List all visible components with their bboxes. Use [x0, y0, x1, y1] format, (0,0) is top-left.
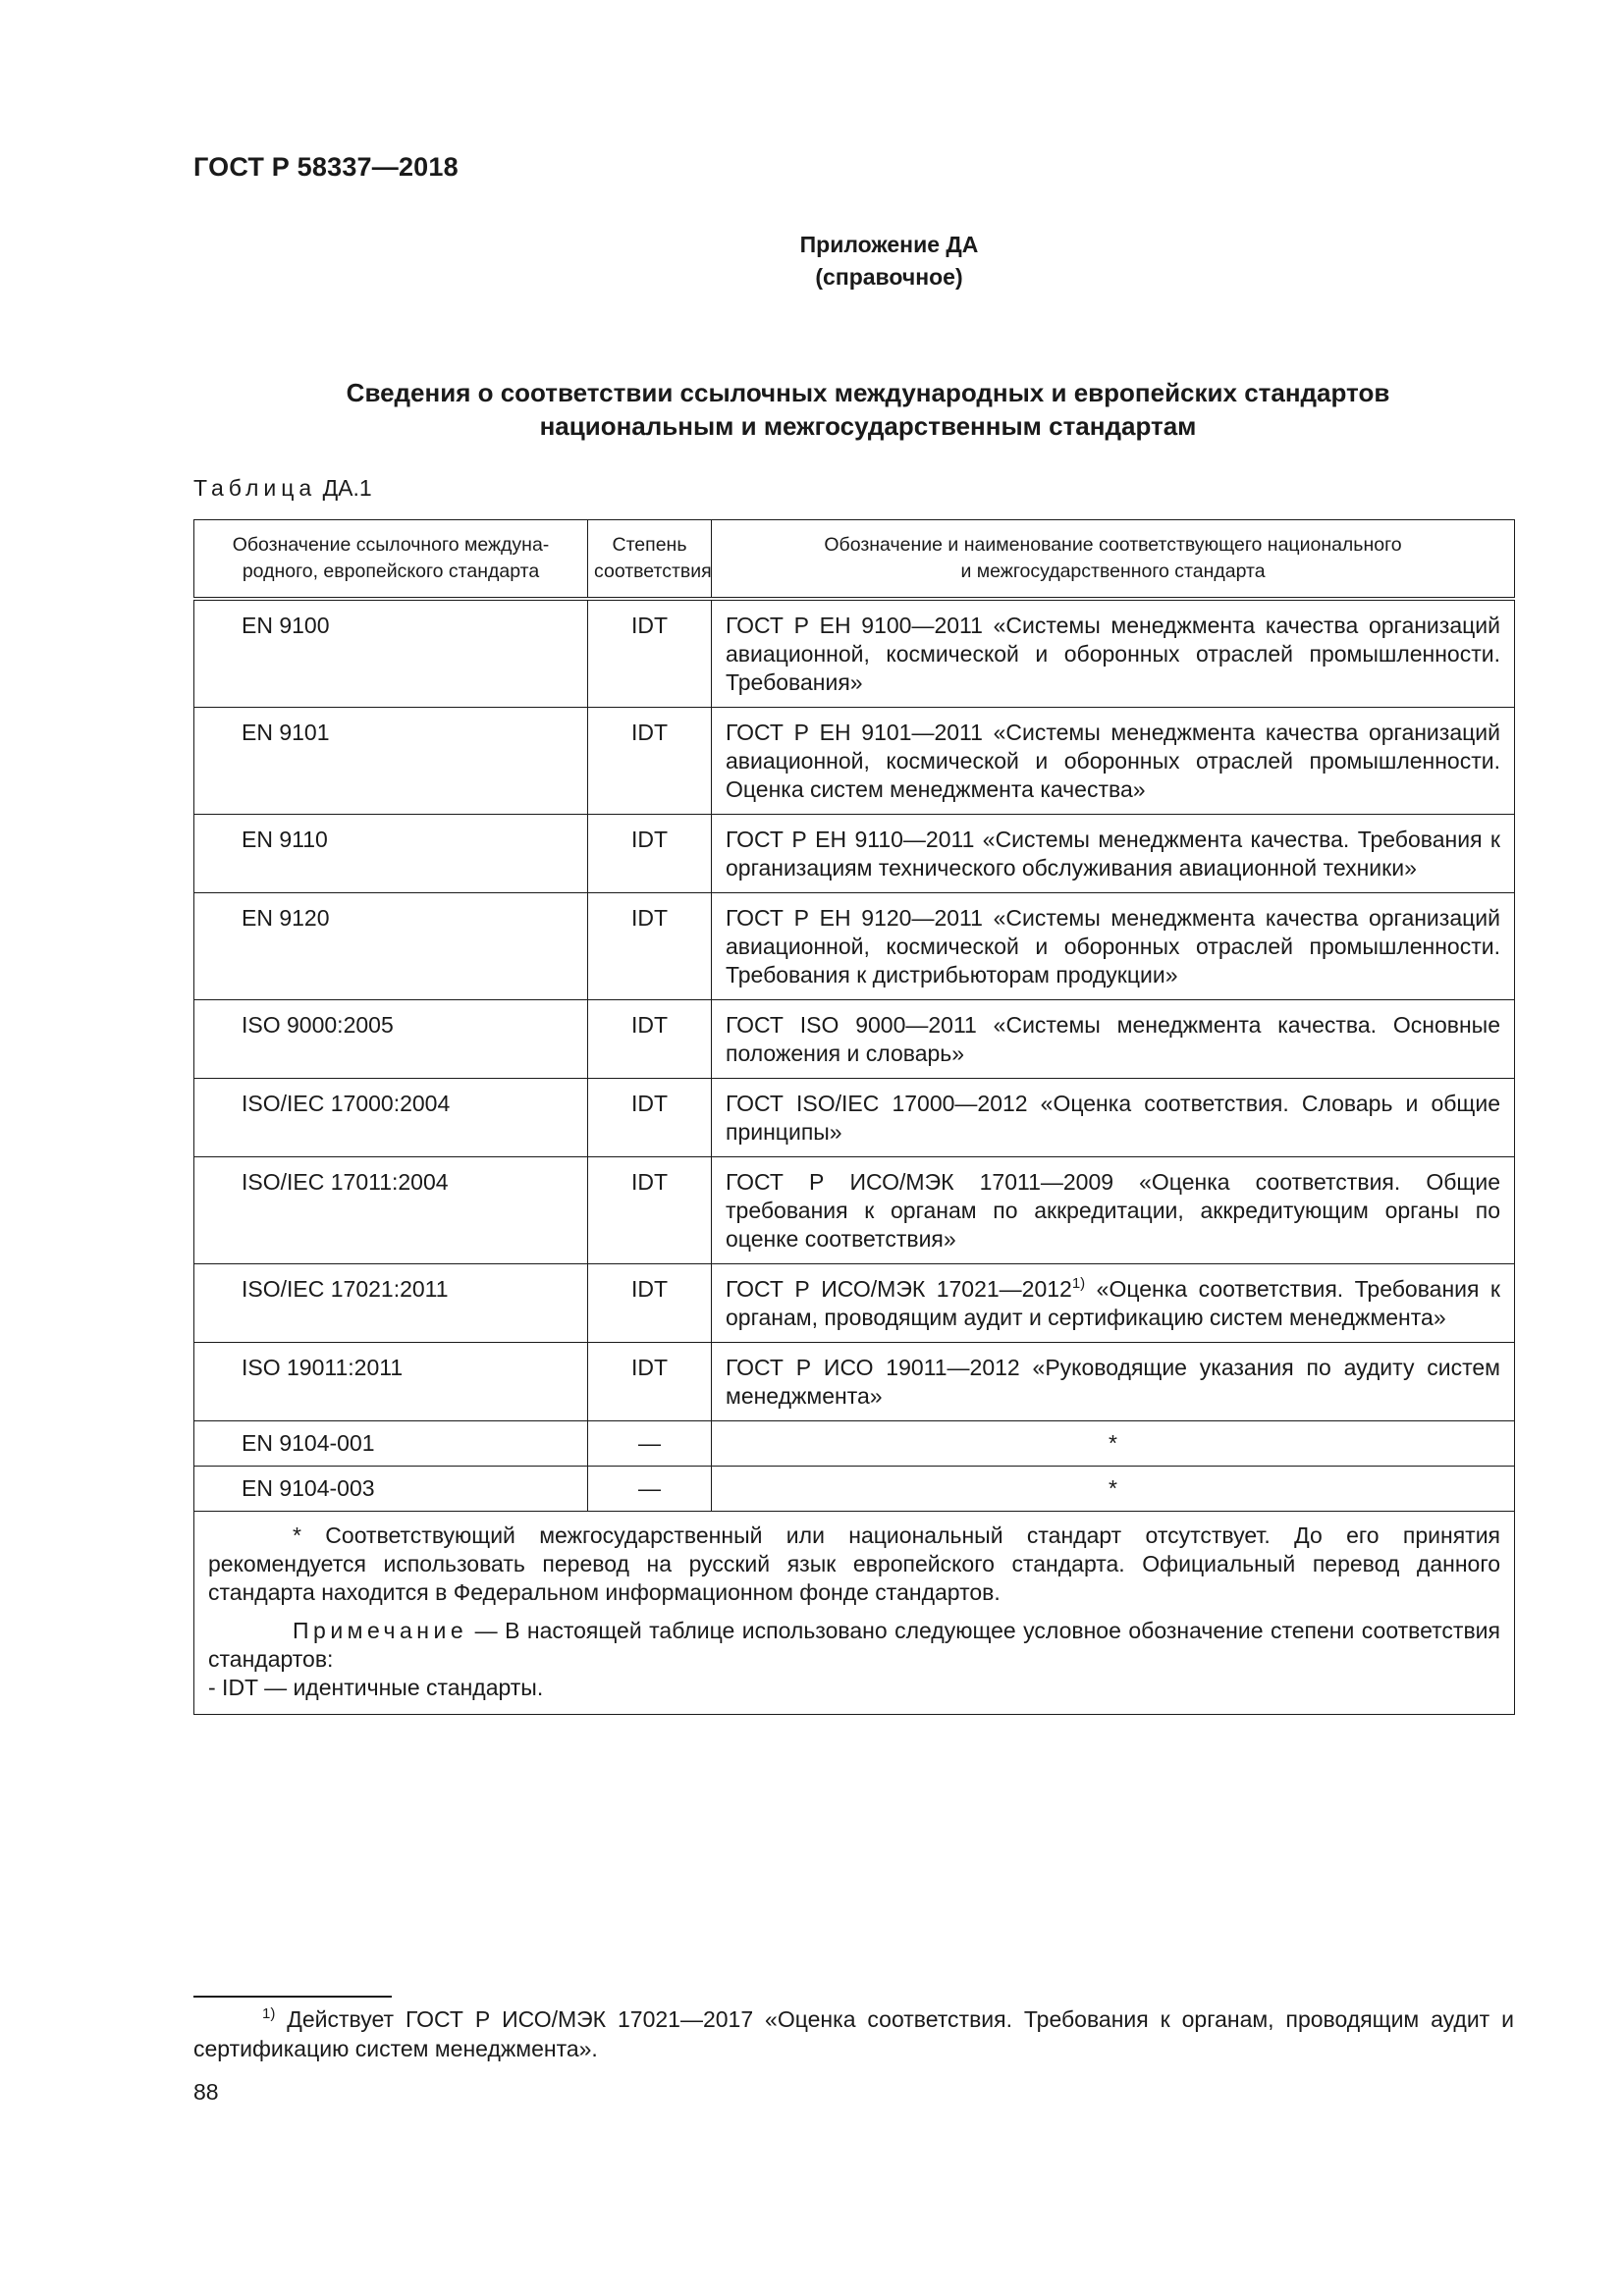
table-caption-number: ДА.1 — [322, 475, 372, 501]
reference-cell: EN 9100 — [194, 599, 588, 708]
reference-cell: ISO/IEC 17021:2011 — [194, 1264, 588, 1343]
degree-cell: — — [588, 1467, 712, 1512]
table-row — [194, 893, 1515, 1000]
column-header-reference-line-2: родного, европейского стандарта — [242, 561, 540, 582]
note-text: — В настоящей таблице использовано следующее условное обозначение степени соответствия стандартов: — [208, 1618, 1500, 1672]
column-header-degree — [588, 520, 712, 600]
national-standard-cell: ГОСТ Р ИСО 19011—2012 «Руководящие указания по аудиту систем менеджмента» — [712, 1343, 1515, 1421]
reference-cell: EN 9120 — [194, 893, 588, 1000]
national-standard-cell: * — [712, 1421, 1515, 1467]
section-title — [193, 376, 1513, 443]
table-notes-row — [194, 1512, 1515, 1715]
degree-cell: IDT — [588, 815, 712, 893]
footnote-reference[interactable]: 1) — [1071, 1275, 1086, 1292]
table-row — [194, 815, 1515, 893]
national-standard-cell: * — [712, 1467, 1515, 1512]
reference-cell: ISO 9000:2005 — [194, 1000, 588, 1079]
degree-cell: IDT — [588, 1264, 712, 1343]
national-standard-designation: ГОСТ Р ИСО/МЭК 17021—2012 — [726, 1276, 1072, 1302]
footnote-text: Действует ГОСТ Р ИСО/МЭК 17021—2017 «Оценка соответствия. Требования к органам, проводящим аудит и сертификацию систем менеджмента». — [193, 2006, 1514, 2061]
appendix-subtitle: (справочное) — [815, 264, 963, 290]
column-header-degree-line-2: соответствия — [594, 561, 712, 582]
national-standard-cell: ГОСТ ISO 9000—2011 «Системы менеджмента качества. Основные положения и словарь» — [712, 1000, 1515, 1079]
national-standard-cell: ГОСТ Р ЕН 9120—2011 «Системы менеджмента качества организаций авиационной, космической и оборонных отраслей промышленности. Требования к дистрибьюторам продукции» — [712, 893, 1515, 1000]
footnote — [193, 2004, 1514, 2063]
degree-cell: IDT — [588, 1000, 712, 1079]
table-notes — [194, 1512, 1515, 1715]
reference-cell: ISO 19011:2011 — [194, 1343, 588, 1421]
national-standard-cell: ГОСТ Р ЕН 9110—2011 «Системы менеджмента качества. Требования к организациям технического обслуживания авиационной техники» — [712, 815, 1515, 893]
column-header-national-line-1: Обозначение и наименование соответствующего национального — [824, 534, 1402, 556]
degree-cell: IDT — [588, 1079, 712, 1157]
asterisk-note: * Соответствующий межгосударственный или национальный стандарт отсутствует. До его принятия рекомендуется использовать перевод на русский язык европейского стандарта. Официальный перевод данного стандарта находится в Федеральном информационном фонде стандартов. — [208, 1522, 1500, 1605]
table-header-row — [194, 520, 1515, 600]
column-header-degree-line-1: Степень — [612, 534, 687, 556]
standards-table — [193, 519, 1515, 1715]
national-standard-cell: ГОСТ ISO/IEC 17000—2012 «Оценка соответствия. Словарь и общие принципы» — [712, 1079, 1515, 1157]
column-header-reference — [194, 520, 588, 600]
footnote-divider — [193, 1996, 392, 1998]
degree-cell: IDT — [588, 708, 712, 815]
table-caption-word: Таблица — [193, 475, 317, 501]
national-standard-cell: ГОСТ Р ИСО/МЭК 17011—2009 «Оценка соответствия. Общие требования к органам по аккредитации, аккредитующим органы по оценке соответствия» — [712, 1157, 1515, 1264]
section-title-line-2: национальным и межгосударственным стандартам — [539, 411, 1197, 441]
note-paragraph — [208, 1617, 1500, 1674]
appendix-title: Приложение ДА — [799, 232, 979, 257]
table-row — [194, 1421, 1515, 1467]
footnote-marker: 1) — [262, 2005, 276, 2022]
national-standard-title: «Оценка соответствия. Требования к органам, проводящим аудит и сертификацию систем менеджмента» — [726, 1276, 1500, 1330]
table-row — [194, 1264, 1515, 1343]
national-standard-cell: ГОСТ Р ЕН 9101—2011 «Системы менеджмента качества организаций авиационной, космической и оборонных отраслей промышленности. Оценка систем менеджмента качества» — [712, 708, 1515, 815]
reference-cell: EN 9101 — [194, 708, 588, 815]
reference-cell: EN 9104-003 — [194, 1467, 588, 1512]
table-row — [194, 1000, 1515, 1079]
table-row — [194, 599, 1515, 708]
table-row — [194, 1079, 1515, 1157]
page-number: 88 — [193, 2079, 219, 2105]
degree-cell: IDT — [588, 1157, 712, 1264]
section-title-line-1: Сведения о соответствии ссылочных международных и европейских стандартов — [346, 378, 1390, 407]
degree-cell: IDT — [588, 599, 712, 708]
degree-cell: — — [588, 1421, 712, 1467]
reference-cell: EN 9104-001 — [194, 1421, 588, 1467]
reference-cell: EN 9110 — [194, 815, 588, 893]
reference-cell: ISO/IEC 17011:2004 — [194, 1157, 588, 1264]
note-label: Примечание — [293, 1618, 468, 1643]
table-row — [194, 1467, 1515, 1512]
table-row — [194, 708, 1515, 815]
national-standard-cell — [712, 1264, 1515, 1343]
column-header-reference-line-1: Обозначение ссылочного междуна- — [232, 534, 550, 556]
degree-cell: IDT — [588, 893, 712, 1000]
column-header-national — [712, 520, 1515, 600]
document-code: ГОСТ Р 58337—2018 — [193, 152, 459, 182]
column-header-national-line-2: и межгосударственного стандарта — [960, 561, 1266, 582]
idt-definition: - IDT — идентичные стандарты. — [208, 1675, 544, 1700]
degree-cell: IDT — [588, 1343, 712, 1421]
reference-cell: ISO/IEC 17000:2004 — [194, 1079, 588, 1157]
table-caption — [193, 473, 372, 503]
national-standard-cell: ГОСТ Р ЕН 9100—2011 «Системы менеджмента качества организаций авиационной, космической и оборонных отраслей промышленности. Требования» — [712, 599, 1515, 708]
table-row — [194, 1157, 1515, 1264]
table-row — [194, 1343, 1515, 1421]
appendix-heading — [193, 229, 1513, 294]
